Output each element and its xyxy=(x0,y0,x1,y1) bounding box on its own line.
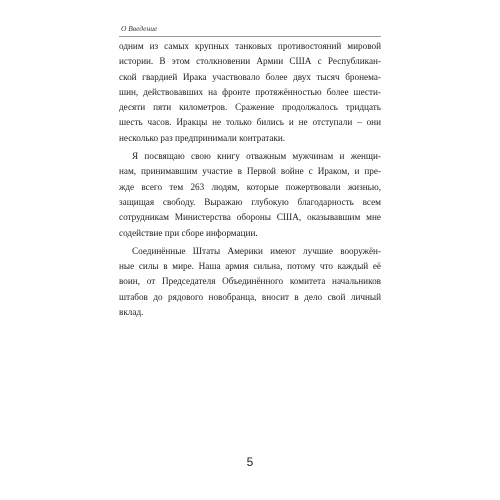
text-line: содействие при сборе информации. xyxy=(119,227,258,238)
text-line: несколько раз предпринимали контратаки. xyxy=(119,132,286,143)
body-text xyxy=(119,39,381,320)
text-line: шин, действовавших на фронте протяжённостью более шести- xyxy=(119,86,381,97)
text-line: вклад. xyxy=(119,307,144,318)
text-line: десяти пяти километров. Сражение продолжалось тридцать xyxy=(119,102,381,113)
text-line: воин, от Председателя Объединённого комитета начальников xyxy=(119,276,381,287)
text-line: истории. В этом столкновении Армии США с Республикан- xyxy=(119,56,381,67)
text-line: шесть часов. Иракцы не только бились и не отступали – они xyxy=(119,117,381,128)
running-head: О Введение xyxy=(121,24,158,33)
text-line: защищая свободу. Выражаю глубокую благодарность всем xyxy=(119,196,381,207)
header-rule xyxy=(119,36,381,37)
paragraph-1 xyxy=(119,39,381,146)
text-line: штабов до рядового новобранца, вносит в дело свой личный xyxy=(119,291,381,302)
text-line: одним из самых крупных танковых противостояний мировой xyxy=(119,41,381,51)
text-line: Соединённые Штаты Америки имеют лучшие вооружён- xyxy=(132,245,381,256)
text-line: ской гвардией Ирака участвовало более двух тысяч бронема- xyxy=(119,71,381,82)
text-line: ные силы в мире. Наша армия сильна, потому что каждый её xyxy=(119,261,381,272)
page-number: 5 xyxy=(246,455,254,469)
paragraph-2 xyxy=(119,149,381,241)
text-line: Я посвящаю свою книгу отважным мужчинам и женщи- xyxy=(132,151,381,162)
text-line: нам, принимавшим участие в Первой войне с Ираком, и пре- xyxy=(119,166,381,177)
paragraph-3 xyxy=(119,244,381,320)
text-line: жде всего тем 263 людям, которые пожертвовали жизнью, xyxy=(119,181,381,192)
text-line: сотрудникам Министерства обороны США, оказывавшим мне xyxy=(119,212,381,223)
